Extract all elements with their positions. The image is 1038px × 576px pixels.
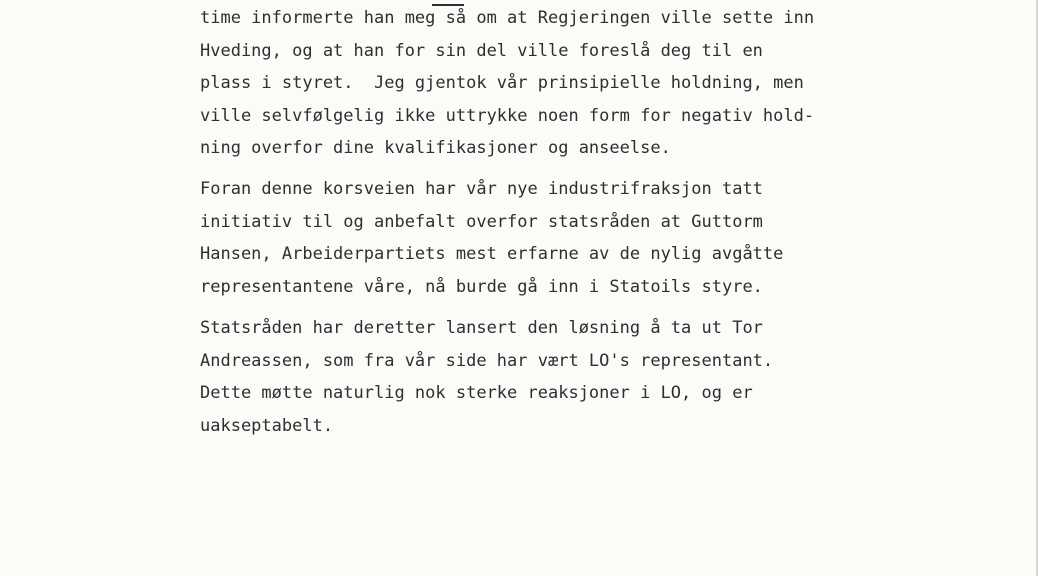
text-line: initiativ til og anbefalt overfor statsråden at Guttorm bbox=[200, 211, 763, 232]
text-line: representantene våre, nå burde gå inn i Statoils styre. bbox=[200, 276, 763, 297]
text-line: ville selvfølgelig ikke uttrykke noen form for negativ hold- bbox=[200, 105, 815, 126]
paragraph-3 bbox=[200, 312, 1020, 442]
text-line: time informerte han meg så om at Regjeringen ville sette inn bbox=[200, 8, 815, 28]
paragraph-1 bbox=[200, 2, 1020, 165]
paragraph-2 bbox=[200, 173, 1020, 303]
text-line: plass i styret. Jeg gjentok vår prinsipielle holdning, men bbox=[200, 73, 804, 93]
text-line: Dette møtte naturlig nok sterke reaksjoner i LO, og er bbox=[200, 383, 753, 403]
text-line: uakseptabelt. bbox=[200, 415, 334, 436]
text-line: Hansen, Arbeiderpartiets mest erfarne av de nylig avgåtte bbox=[200, 244, 784, 264]
text-line: Foran denne korsveien har vår nye industrifraksjon tatt bbox=[200, 179, 763, 199]
text-line: ning overfor dine kvalifikasjoner og anseelse. bbox=[200, 138, 671, 158]
text-line: Hveding, og at han for sin del ville foreslå deg til en bbox=[200, 40, 763, 61]
text-line: Andreassen, som fra vår side har vært LO's representant. bbox=[200, 350, 774, 371]
text-line: Statsråden har deretter lansert den løsning å ta ut Tor bbox=[200, 318, 763, 338]
